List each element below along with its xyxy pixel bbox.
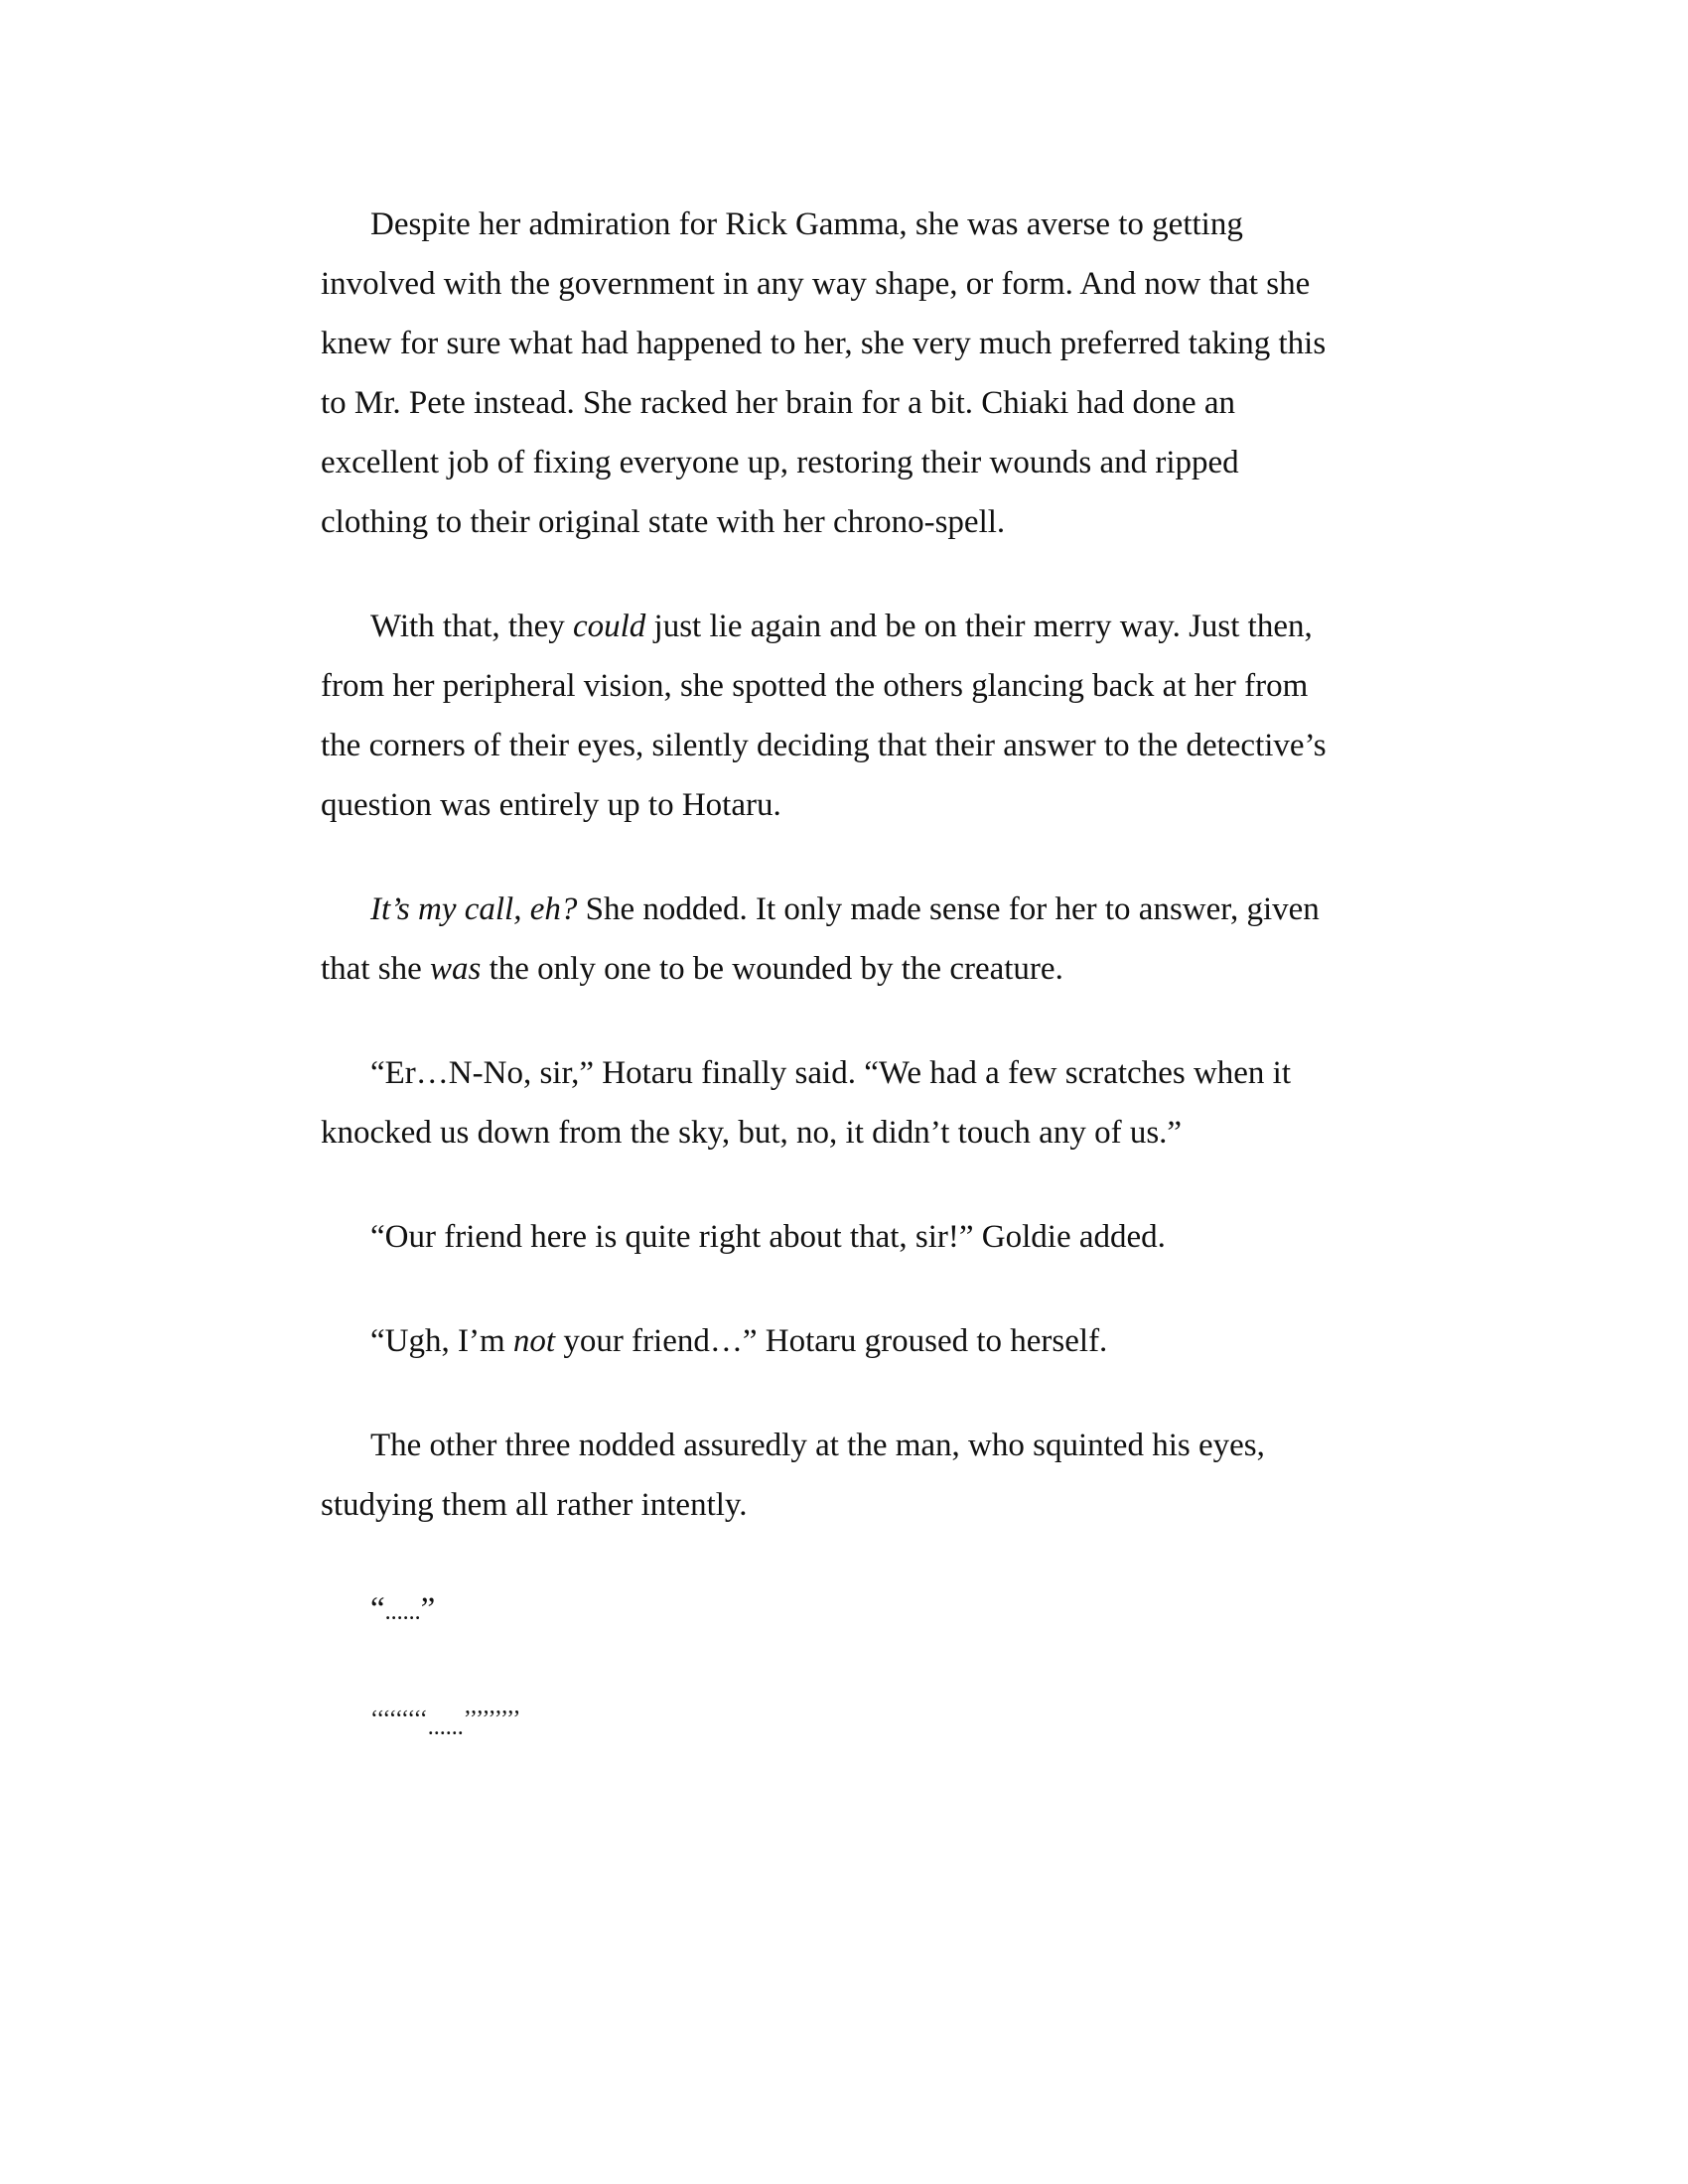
paragraph-4 [321,1043,1353,1162]
text-segment: Despite her admiration for Rick Gamma, she was averse to getting involved with the government in any way shape, or form. And now that she knew for sure what had happened to her, she very much preferred taking this to Mr. Pete instead. She racked her brain for a bit. Chiaki had done an excellent job of fixing everyone up, restoring their wounds and ripped clothing to their original state with her chrono-spell. [321,206,1327,540]
italic-segment: not [512,1323,556,1359]
ellipsis-line-2 [321,1687,1353,1749]
paragraph-7 [321,1416,1353,1535]
text-segment: “Ugh, I’m [370,1323,513,1359]
paragraph-2 [321,597,1353,835]
italic-segment: was [429,951,482,987]
text-segment: “Our friend here is quite right about that, sir!” Goldie added. [370,1219,1166,1255]
ellipsis-dots: ...... [427,1714,464,1740]
text-segment: With that, they [370,609,573,644]
story-text [321,195,1353,1794]
paragraph-1 [321,195,1353,552]
text-segment: the only one to be wounded by the creature. [481,951,1063,987]
italic-segment: It’s my call, eh? [370,891,578,927]
close-quote: ” [420,1591,436,1627]
text-segment: your friend…” Hotaru groused to herself. [555,1323,1108,1359]
text-segment: “Er…N-No, sir,” Hotaru finally said. “We had a few scratches when it knocked us down from the sky, but, no, it didn’t touch any of us.” [321,1055,1292,1151]
paragraph-3 [321,880,1353,999]
ellipsis-line-1 [321,1579,1353,1642]
ellipsis-dots: ...... [384,1599,421,1625]
text-segment: just lie again and be on their merry way. Just then, from her peripheral vision, she spotted the others glancing back at her from the corners of their eyes, silently deciding that their answer to the detective’s question was entirely up to Hotaru. [321,609,1327,823]
text-segment: She nodded. It only made sense for her to answer, given that she [321,891,1320,987]
paragraph-5 [321,1207,1353,1267]
text-segment: The other three nodded assuredly at the man, who squinted his eyes, studying them all rather intently. [321,1428,1265,1523]
paragraph-6 [321,1311,1353,1371]
close-quotes: ’’’’’’’’’ [463,1706,521,1732]
italic-segment: could [572,609,646,644]
open-quote: “ [370,1591,385,1627]
open-quotes: ‘‘‘‘‘‘‘‘‘ [370,1706,428,1732]
